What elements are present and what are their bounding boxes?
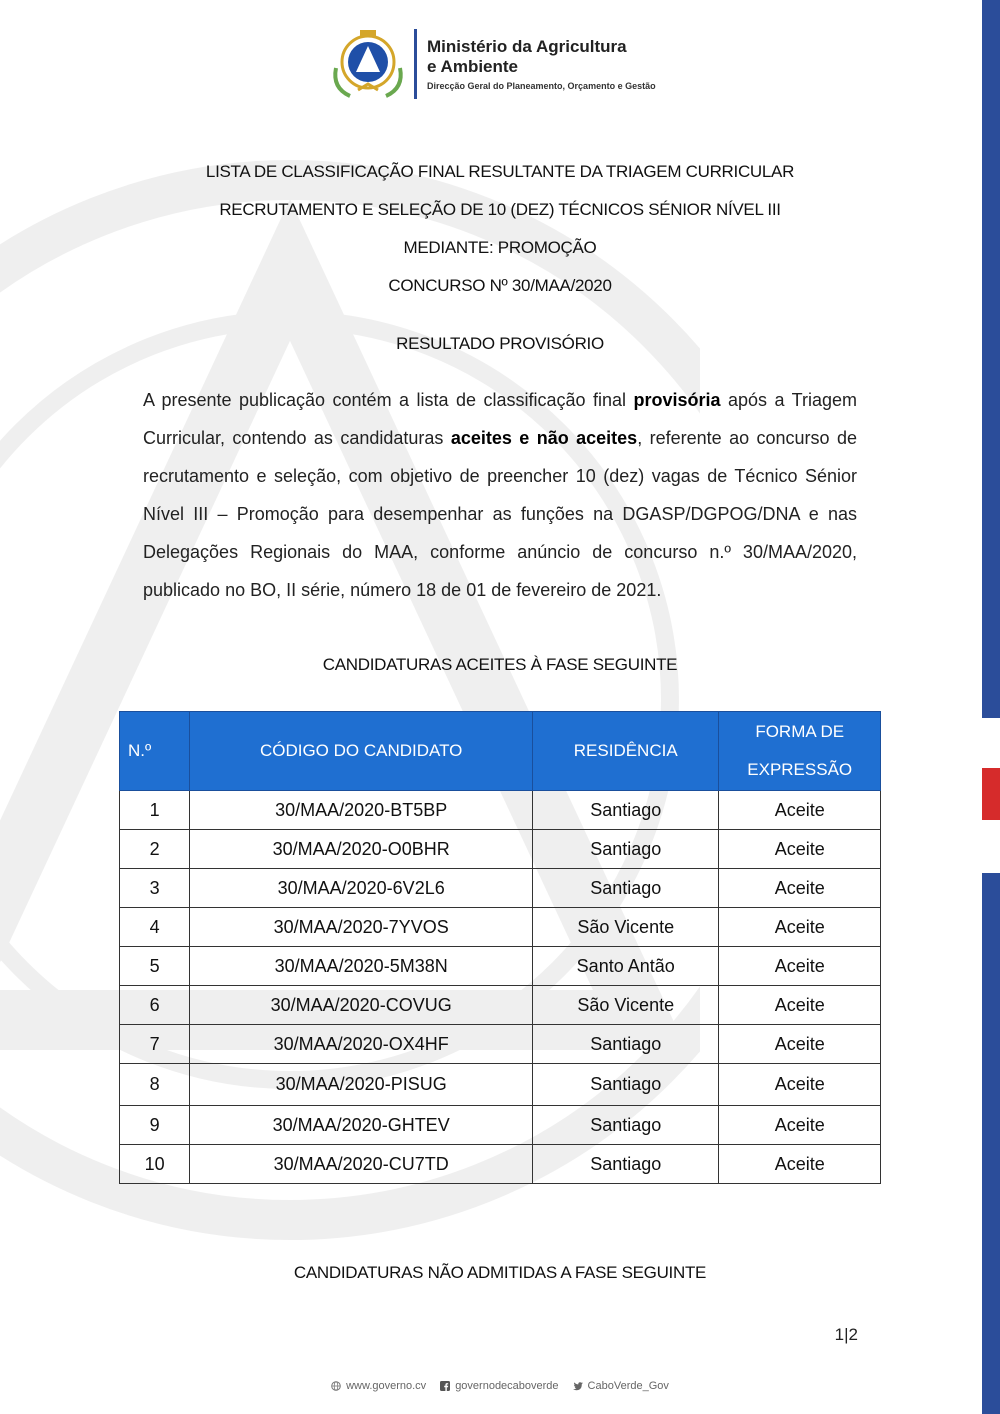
globe-icon bbox=[331, 1381, 341, 1391]
header-residence: RESIDÊNCIA bbox=[533, 712, 719, 791]
cell-code: 30/MAA/2020-COVUG bbox=[190, 986, 533, 1025]
side-stripe-red bbox=[982, 768, 1000, 820]
intro-text-2: após a Triagem Curricular, contendo as candidaturas bbox=[143, 390, 857, 448]
cell-num: 6 bbox=[120, 986, 190, 1025]
cell-residence: Santiago bbox=[533, 1025, 719, 1064]
twitter-icon bbox=[573, 1381, 583, 1391]
footer-website[interactable] bbox=[331, 1380, 426, 1392]
title-line-3: MEDIANTE: PROMOÇÃO bbox=[403, 238, 597, 257]
table-row bbox=[120, 869, 881, 908]
cell-form: Aceite bbox=[719, 947, 881, 986]
cell-form: Aceite bbox=[719, 869, 881, 908]
header-num: N.º bbox=[120, 712, 190, 791]
cell-residence: São Vicente bbox=[533, 908, 719, 947]
page-number: 1|2 bbox=[834, 1325, 858, 1344]
cell-form: Aceite bbox=[719, 908, 881, 947]
cell-residence: Santiago bbox=[533, 1145, 719, 1184]
intro-text-3: , referente ao concurso de recrutamento e seleção, com objetivo de preencher 10 (dez) vagas de Técnico Sénior Nível III – Promoção para desempenhar as funções na DGASP/DGPOG/DNA e nas Delegações Regionais do MAA, conforme anúncio de concurso n.º 30/MAA/2020, publicado no BO, II série, número 18 de 01 de fevereiro de 2021. bbox=[143, 428, 857, 600]
cell-code: 30/MAA/2020-7YVOS bbox=[190, 908, 533, 947]
cell-num: 3 bbox=[120, 869, 190, 908]
coat-of-arms-icon bbox=[328, 28, 408, 100]
result-heading: RESULTADO PROVISÓRIO bbox=[396, 334, 604, 353]
table-row bbox=[120, 1025, 881, 1064]
candidates-table bbox=[119, 711, 881, 1184]
document-footer bbox=[0, 1380, 1000, 1392]
footer-facebook-text: governodecaboverde bbox=[455, 1380, 559, 1392]
intro-text-1: A presente publicação contém a lista de classificação final bbox=[143, 390, 634, 410]
cell-residence: Santiago bbox=[533, 869, 719, 908]
cell-num: 4 bbox=[120, 908, 190, 947]
cell-residence: Santiago bbox=[533, 1106, 719, 1145]
header-form-line2: EXPRESSÃO bbox=[747, 760, 853, 779]
title-line-2: RECRUTAMENTO E SELEÇÃO DE 10 (DEZ) TÉCNICOS SÉNIOR NÍVEL III bbox=[219, 200, 781, 219]
table-row bbox=[120, 947, 881, 986]
cell-code: 30/MAA/2020-6V2L6 bbox=[190, 869, 533, 908]
cell-code: 30/MAA/2020-CU7TD bbox=[190, 1145, 533, 1184]
table-row bbox=[120, 986, 881, 1025]
cell-num: 9 bbox=[120, 1106, 190, 1145]
cell-form: Aceite bbox=[719, 1106, 881, 1145]
header-code: CÓDIGO DO CANDIDATO bbox=[190, 712, 533, 791]
rejected-section-title: CANDIDATURAS NÃO ADMITIDAS A FASE SEGUINTE bbox=[293, 1263, 707, 1282]
cell-num: 2 bbox=[120, 830, 190, 869]
accepted-section-title: CANDIDATURAS ACEITES À FASE SEGUINTE bbox=[322, 655, 678, 674]
title-line-4: CONCURSO Nº 30/MAA/2020 bbox=[388, 276, 612, 295]
cell-num: 8 bbox=[120, 1064, 190, 1106]
cell-num: 7 bbox=[120, 1025, 190, 1064]
cell-form: Aceite bbox=[719, 986, 881, 1025]
cell-form: Aceite bbox=[719, 1025, 881, 1064]
intro-highlight-accepted: aceites e não aceites bbox=[450, 428, 638, 448]
cell-code: 30/MAA/2020-5M38N bbox=[190, 947, 533, 986]
ministry-name-line1: Ministério da Agricultura bbox=[427, 37, 627, 56]
ministry-name-line2: e Ambiente bbox=[427, 57, 519, 76]
cell-code: 30/MAA/2020-O0BHR bbox=[190, 830, 533, 869]
header-form bbox=[719, 712, 881, 791]
table-row bbox=[120, 1145, 881, 1184]
cell-residence: Santiago bbox=[533, 830, 719, 869]
cell-form: Aceite bbox=[719, 791, 881, 830]
side-stripe-blue-bottom bbox=[982, 873, 1000, 1414]
title-line-1: LISTA DE CLASSIFICAÇÃO FINAL RESULTANTE DA TRIAGEM CURRICULAR bbox=[205, 162, 795, 181]
footer-website-text: www.governo.cv bbox=[346, 1380, 427, 1392]
facebook-icon bbox=[440, 1381, 450, 1391]
footer-facebook[interactable] bbox=[440, 1380, 558, 1392]
direction-name: Direcção Geral do Planeamento, Orçamento e Gestão bbox=[427, 81, 656, 91]
table-row bbox=[120, 1106, 881, 1145]
header-form-line1: FORMA DE bbox=[755, 722, 845, 741]
table-header-row bbox=[120, 712, 881, 791]
cell-num: 5 bbox=[120, 947, 190, 986]
cell-form: Aceite bbox=[719, 830, 881, 869]
cell-form: Aceite bbox=[719, 1145, 881, 1184]
header-divider bbox=[414, 29, 417, 99]
cell-residence: Santiago bbox=[533, 1064, 719, 1106]
footer-twitter-text: CaboVerde_Gov bbox=[587, 1380, 669, 1392]
table-row bbox=[120, 791, 881, 830]
document-header bbox=[328, 24, 656, 104]
table-row bbox=[120, 830, 881, 869]
cell-residence: São Vicente bbox=[533, 986, 719, 1025]
document-titles bbox=[0, 158, 1000, 368]
cell-code: 30/MAA/2020-OX4HF bbox=[190, 1025, 533, 1064]
cell-code: 30/MAA/2020-GHTEV bbox=[190, 1106, 533, 1145]
cell-form: Aceite bbox=[719, 1064, 881, 1106]
cell-code: 30/MAA/2020-PISUG bbox=[190, 1064, 533, 1106]
cell-residence: Santo Antão bbox=[533, 947, 719, 986]
table-row bbox=[120, 1064, 881, 1106]
table-row bbox=[120, 908, 881, 947]
cell-residence: Santiago bbox=[533, 791, 719, 830]
cell-code: 30/MAA/2020-BT5BP bbox=[190, 791, 533, 830]
footer-twitter[interactable] bbox=[573, 1380, 669, 1392]
intro-highlight-provisional: provisória bbox=[633, 390, 721, 410]
cell-num: 1 bbox=[120, 791, 190, 830]
intro-paragraph bbox=[143, 381, 857, 609]
cell-num: 10 bbox=[120, 1145, 190, 1184]
